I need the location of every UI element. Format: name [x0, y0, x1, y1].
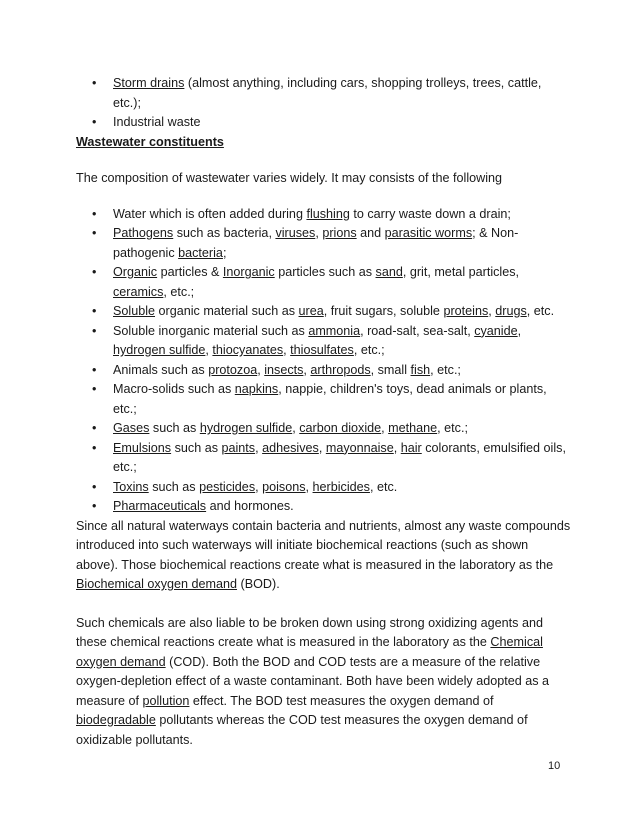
hyperlink[interactable]: herbicides [312, 479, 370, 494]
hyperlink[interactable]: mayonnaise [325, 440, 394, 455]
text-run: such as [149, 421, 200, 435]
text-run: , [257, 362, 265, 377]
hyperlink[interactable]: Chemical oxygen demand [76, 635, 543, 669]
hyperlink[interactable]: drugs [495, 304, 527, 318]
list-item [76, 224, 571, 263]
text-run: , [303, 362, 311, 377]
hyperlink[interactable]: viruses [275, 226, 316, 240]
hyperlink[interactable]: pollution [142, 693, 190, 708]
hyperlink[interactable]: Pharmaceuticals [113, 499, 207, 513]
text-run: Macro-solids such as [113, 382, 235, 396]
text-run: , etc. [369, 479, 398, 494]
hyperlink[interactable]: Biochemical oxygen demand [76, 577, 238, 591]
hyperlink[interactable]: Soluble [113, 304, 156, 318]
hyperlink[interactable]: Pathogens [113, 226, 174, 240]
page-content [76, 74, 571, 750]
text-run: (COD). Both the BOD and COD tests are a measure of the relative oxygen-depletion effect of a waste contaminant. Both have been widely adopted as a measure of [76, 654, 550, 708]
list-item [76, 478, 571, 498]
hyperlink[interactable]: napkins [234, 382, 279, 396]
hyperlink[interactable]: sand [375, 265, 403, 279]
text-run: , [517, 323, 522, 338]
text-run: , grit, metal particles, [402, 265, 520, 279]
list-item [76, 439, 571, 478]
hyperlink[interactable]: carbon dioxide [299, 421, 382, 435]
text-run: , [255, 440, 263, 455]
text-run: , [255, 479, 263, 494]
hyperlink[interactable]: methane [388, 421, 438, 435]
hyperlink[interactable]: proteins [443, 304, 489, 318]
hyperlink[interactable]: Storm drains [113, 76, 185, 90]
hyperlink[interactable]: thiocyanates [212, 343, 284, 357]
hyperlink[interactable]: hydrogen sulfide [113, 343, 206, 357]
text-run: Soluble inorganic material such as [113, 323, 309, 338]
text-run: , nappie, children's toys, dead animals or plants, etc.; [113, 382, 547, 416]
page-number: 10 [548, 760, 561, 772]
text-run: (almost anything, including cars, shopping trolleys, trees, cattle, etc.); [113, 76, 542, 110]
text-run: , [488, 304, 496, 318]
text-run: pollutants whereas the COD test measures the oxygen demand of oxidizable pollutants. [76, 713, 528, 747]
hyperlink[interactable]: hydrogen sulfide [199, 421, 293, 435]
text-run: , etc.; [430, 362, 461, 377]
text-run: and hormones. [206, 499, 294, 513]
hyperlink[interactable]: ammonia [308, 323, 361, 338]
hyperlink[interactable]: hair [400, 440, 422, 455]
text-run: Such chemicals are also liable to be broken down using strong oxidizing agents and these chemical reactions create what is measured in the laboratory as the [76, 615, 543, 649]
hyperlink[interactable]: protozoa [208, 362, 258, 377]
hyperlink[interactable]: thiosulfates [290, 343, 354, 357]
text-run: , [205, 343, 213, 357]
text-run: , etc. [526, 304, 555, 318]
list-item [76, 322, 571, 361]
hyperlink[interactable]: pesticides [199, 479, 256, 494]
list-item [76, 302, 571, 322]
text-run: Since all natural waterways contain bacteria and nutrients, almost any waste compounds introduced into such waterways will initiate biochemical reactions (such as shown above). Those biochemical reactions create what is measured in the laboratory as the [76, 518, 571, 572]
hyperlink[interactable]: Emulsions [113, 440, 172, 455]
hyperlink[interactable]: ceramics [113, 284, 164, 299]
text-run: such as [148, 479, 200, 494]
list-item [76, 497, 571, 517]
hyperlink[interactable]: Organic [113, 265, 158, 279]
text-run: , [305, 479, 313, 494]
text-run: such as [171, 440, 222, 455]
paragraph-bod [76, 517, 571, 595]
text-run: to carry waste down a drain; [349, 206, 511, 221]
text-run: Animals such as [113, 362, 209, 377]
list-item [76, 361, 571, 381]
constituents-list [76, 205, 571, 517]
text-run: organic material such as [155, 304, 299, 318]
text-run: , small [370, 362, 411, 377]
hyperlink[interactable]: biodegradable [76, 713, 156, 727]
text-run: , [381, 421, 389, 435]
text-run: , [318, 440, 326, 455]
hyperlink[interactable]: cyanide [474, 323, 518, 338]
text-run: ; [222, 245, 227, 260]
hyperlink[interactable]: poisons [262, 479, 306, 494]
hyperlink[interactable]: insects [264, 362, 304, 377]
hyperlink[interactable]: fish [410, 362, 431, 377]
text-run: particles such as [274, 265, 376, 279]
text-run: such as bacteria, [173, 226, 276, 240]
list-item [76, 380, 571, 419]
text-run: (BOD). [237, 577, 280, 591]
hyperlink[interactable]: Gases [113, 421, 150, 435]
list-item [76, 74, 571, 113]
list-item [76, 113, 571, 133]
text-run: and [356, 226, 385, 240]
text-run: , [315, 226, 323, 240]
text-run: , etc.; [353, 343, 385, 357]
list-item [76, 419, 571, 439]
text-run: effect. The BOD test measures the oxygen demand of [189, 693, 494, 708]
hyperlink[interactable]: Inorganic [222, 265, 275, 279]
text-run: Industrial waste [113, 115, 201, 129]
text-run: , etc.; [437, 421, 468, 435]
paragraph-cod [76, 614, 571, 751]
source-list [76, 74, 571, 133]
hyperlink[interactable]: urea [298, 304, 324, 318]
hyperlink[interactable]: arthropods [310, 362, 371, 377]
text-run: ; & Non-pathogenic [113, 226, 519, 260]
text-run: colorants, emulsified oils, etc.; [113, 440, 566, 474]
list-item [76, 205, 571, 225]
text-run: , [393, 440, 401, 455]
text-run: , [292, 421, 300, 435]
section-heading: Wastewater constituents [76, 134, 224, 149]
intro-text: The composition of wastewater varies widely. It may consists of the following [76, 171, 503, 185]
hyperlink[interactable]: paints [221, 440, 256, 455]
text-run: , etc.; [163, 284, 195, 299]
hyperlink[interactable]: flushing [306, 206, 350, 221]
list-item [76, 263, 571, 302]
hyperlink[interactable]: prions [322, 226, 357, 240]
text-run: , fruit sugars, soluble [323, 304, 444, 318]
hyperlink[interactable]: bacteria [178, 245, 223, 260]
hyperlink[interactable]: Toxins [113, 479, 149, 494]
text-run: Water which is often added during [113, 206, 307, 221]
hyperlink[interactable]: adhesives [262, 440, 319, 455]
text-run: , [283, 343, 291, 357]
text-run: particles & [157, 265, 223, 279]
hyperlink[interactable]: parasitic worms [384, 226, 473, 240]
text-run: , road-salt, sea-salt, [360, 323, 475, 338]
